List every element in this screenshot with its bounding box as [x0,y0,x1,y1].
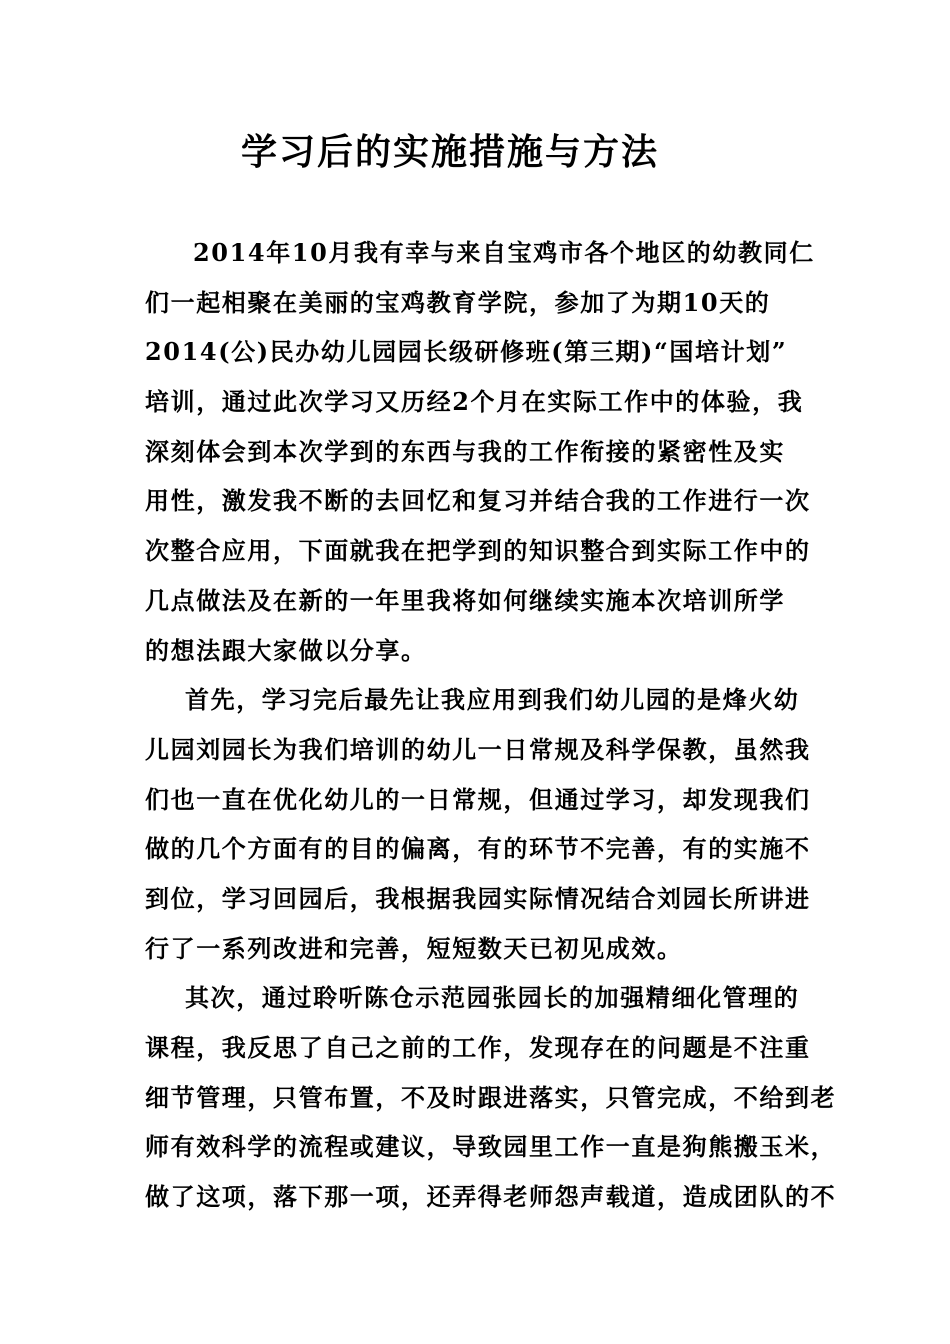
paragraph-2-line-5: 到位，学习回园后，我根据我园实际情况结合刘园长所讲进 [145,883,811,913]
paragraph-1-line-1: 2014年10月我有幸与来自宝鸡市各个地区的幼教同仁 [193,238,815,267]
paragraph-3-line-5: 做了这项，落下那一项，还弄得老师怨声载道，造成团队的不 [145,1182,837,1212]
paragraph-1-line-6: 用性，激发我不断的去回忆和复习并结合我的工作进行一次 [145,486,811,516]
paragraph-1-line-9: 的想法跟大家做以分享。 [145,635,427,665]
document-title: 学习后的实施措施与方法 [240,131,659,173]
paragraph-2-line-4: 做的几个方面有的目的偏离，有的环节不完善，有的实施不 [145,834,811,864]
paragraph-1-line-4: 培训，通过此次学习又历经2个月在实际工作中的体验，我 [145,387,804,417]
paragraph-3-line-1: 其次，通过聆听陈仓示范园张园长的加强精细化管理的 [185,983,800,1013]
paragraph-1-line-5: 深刻体会到本次学到的东西与我的工作衔接的紧密性及实 [145,436,785,466]
paragraph-2-line-3: 们也一直在优化幼儿的一日常规，但通过学习，却发现我们 [145,784,811,814]
paragraph-3-line-2: 课程，我反思了自己之前的工作，发现存在的问题是不注重 [145,1033,811,1062]
paragraph-2-line-1: 首先，学习完后最先让我应用到我们幼儿园的是烽火幼 [185,685,800,715]
paragraph-1-line-3: 2014(公)民办幼儿园园长级研修班(第三期)“国培计划” [145,337,788,367]
document-body [145,228,837,1222]
paragraph-3-line-4: 师有效科学的流程或建议，导致园里工作一直是狗熊搬玉米， [145,1132,837,1162]
paragraph-2-line-6: 行了一系列改进和完善，短短数天已初见成效。 [145,933,683,963]
paragraph-2-line-2: 儿园刘园长为我们培训的幼儿一日常规及科学保教，虽然我 [145,734,811,764]
paragraph-1-line-2: 们一起相聚在美丽的宝鸡教育学院，参加了为期10天的 [145,287,771,317]
paragraph-1-line-8: 几点做法及在新的一年里我将如何继续实施本次培训所学 [145,585,785,615]
paragraph-3-line-3: 细节管理，只管布置，不及时跟进落实，只管完成，不给到老 [145,1082,837,1112]
paragraph-1-line-7: 次整合应用，下面就我在把学到的知识整合到实际工作中的 [145,536,811,566]
